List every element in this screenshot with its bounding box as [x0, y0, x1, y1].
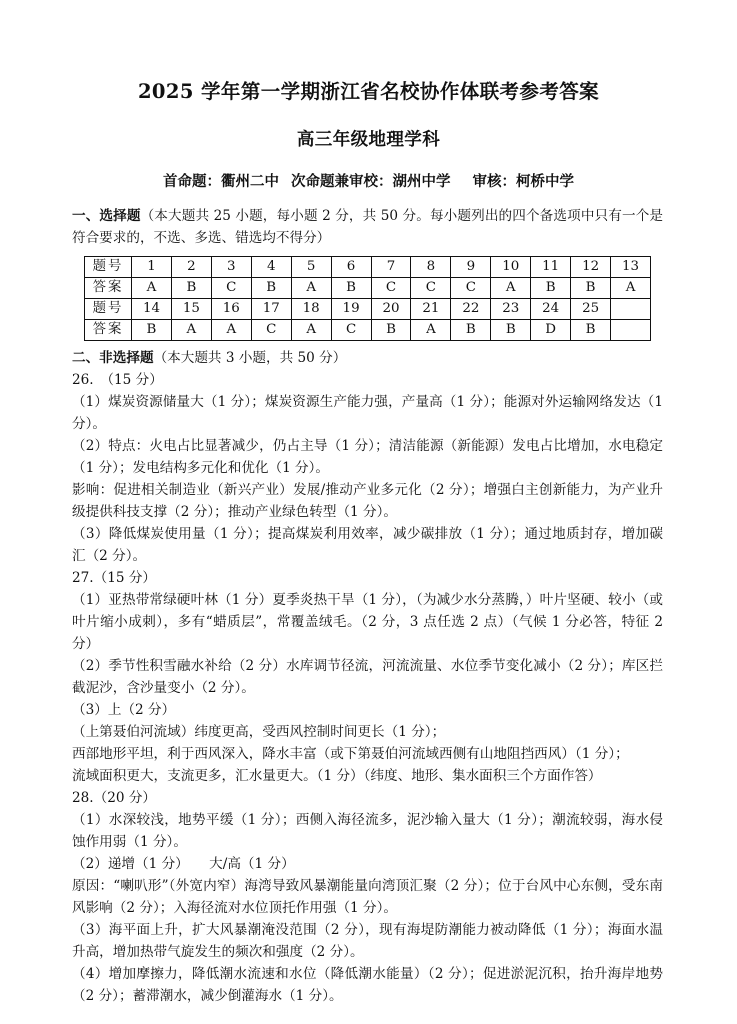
cell-a-23: B: [491, 319, 531, 340]
question-27-line-5: 西部地形平坦，利于西风深入，降水丰富（或下第聂伯河流域西侧有山地阻挡西风）（1 分）；: [72, 746, 629, 763]
cell-a-10: A: [491, 277, 531, 298]
question-28-line-4: （3）海平面上升，扩大风暴潮淹没范围（2 分），现有海堤防潮能力被动降低（1 分）；海面水温升高，增加热带气旋发生的频次和强度（2 分）。: [72, 922, 663, 961]
question-28-line-5: （4）增加摩擦力，降低潮水流速和水位（降低潮水能量）（2 分）；促进淤泥沉积，抬升海岸地势（2 分）；蓄滞潮水，减少倒灌海水（1 分）。: [72, 966, 663, 1005]
cell-q-21: 21: [411, 298, 451, 319]
question-27-line-2: （2）季节性积雪融水补给（2 分）水库调节径流，河流流量、水位季节变化减小（2 分）；库区拦截泥沙，含沙量变小（2 分）。: [72, 658, 663, 697]
cell-q-25: 25: [571, 298, 611, 319]
question-26-number: 26. （15 分）: [72, 371, 163, 388]
cell-a-3: C: [211, 277, 251, 298]
section-one: [40, 205, 697, 249]
row-header-question-2: 题号: [85, 298, 132, 319]
section-two-heading: 二、非选择题: [72, 349, 154, 366]
cell-a-18: A: [291, 319, 331, 340]
cell-a-25: B: [571, 319, 611, 340]
section-one-heading-line: [40, 205, 697, 249]
cell-q-1: 1: [132, 256, 172, 277]
table-row: [85, 298, 651, 319]
cell-a-17: C: [251, 319, 291, 340]
cell-q-3: 3: [211, 256, 251, 277]
section-two-instructions: （本大题共 3 小题，共 50 分）: [153, 349, 347, 366]
cell-q-20: 20: [371, 298, 411, 319]
cell-q-2: 2: [171, 256, 211, 277]
table-row: [85, 256, 651, 277]
row-header-answer-2: 答案: [85, 319, 132, 340]
cell-q-4: 4: [251, 256, 291, 277]
cell-q-13: 13: [611, 256, 651, 277]
page-title: 2025 学年第一学期浙江省名校协作体联考参考答案: [137, 80, 600, 103]
table-row: [85, 277, 651, 298]
cell-q-7: 7: [371, 256, 411, 277]
row-header-answer-1: 答案: [85, 277, 132, 298]
cell-a-22: B: [451, 319, 491, 340]
answer-table: [84, 256, 651, 341]
answer-table-body: [85, 256, 651, 340]
section-one-heading: 一、选择题: [72, 207, 141, 224]
cell-a-14: B: [132, 319, 172, 340]
byline-checker-value: 柯桥中学: [516, 173, 574, 191]
cell-q-14: 14: [132, 298, 172, 319]
byline-reviewer-value: 湖州中学: [392, 173, 451, 191]
cell-q-6: 6: [331, 256, 371, 277]
table-row: [85, 319, 651, 340]
question-27-line-4: （上第聂伯河流域）纬度更高，受西风控制时间更长（1 分）；: [72, 724, 446, 741]
question-27-line-3: （3）上（2 分）: [72, 702, 176, 719]
subject-title: 高三年级地理学科: [296, 130, 441, 151]
cell-q-16: 16: [211, 298, 251, 319]
question-28-line-3: 原因：“喇叭形”（外宽内窄）海湾导致风暴潮能量向湾顶汇聚（2 分）；位于台风中心东侧，受东南风影响（2 分）；入海径流对水位顶托作用强（1 分）。: [72, 878, 663, 917]
cell-a-24: D: [531, 319, 571, 340]
cell-q-8: 8: [411, 256, 451, 277]
question-27-block: [40, 567, 697, 787]
cell-a-2: B: [171, 277, 211, 298]
question-28-number: 28.（20 分）: [72, 790, 157, 807]
cell-a-12: B: [571, 277, 611, 298]
section-one-instructions: （本大题共 25 小题，每小题 2 分，共 50 分。每小题列出的四个备选项中只有一个是符合要求的，不选、多选、错选均不得分）: [72, 207, 664, 246]
cell-a-empty-1: [611, 319, 651, 340]
cell-q-11: 11: [531, 256, 571, 277]
question-27-line-1: （1）亚热带常绿硬叶林（1 分）夏季炎热干旱（1 分），（为减少水分蒸腾，）叶片坚硬、较小（或叶片缩小成刺），多有“蜡质层”，常覆盖绒毛。（2 分，3 点任选 2 点）（气候 1 分必答，特征 2 分）: [72, 591, 663, 653]
cell-q-10: 10: [491, 256, 531, 277]
question-26-line-1: （1）煤炭资源储量大（1 分）；煤炭资源生产能力强，产量高（1 分）；能源对外运输网络发达（1 分）。: [72, 393, 663, 432]
cell-a-11: B: [531, 277, 571, 298]
question-28-block: [40, 787, 697, 1007]
cell-q-17: 17: [251, 298, 291, 319]
cell-a-20: B: [371, 319, 411, 340]
question-27-number: 27.（15 分）: [72, 569, 157, 586]
cell-a-5: A: [291, 277, 331, 298]
cell-q-22: 22: [451, 298, 491, 319]
cell-a-9: C: [451, 277, 491, 298]
cell-q-9: 9: [451, 256, 491, 277]
byline: [40, 151, 697, 190]
byline-checker-label: 审核：: [472, 173, 516, 191]
question-26-line-3: 影响：促进相关制造业（新兴产业）发展/推动产业多元化（2 分）；增强白主创新能力，为产业升级提供科技支撑（2 分）；推动产业绿色转型（1 分）。: [72, 481, 663, 520]
cell-q-18: 18: [291, 298, 331, 319]
question-26-line-2: （2）特点：火电占比显著减少，仍占主导（1 分）；清洁能源（新能源）发电占比增加，水电稳定（1 分）；发电结构多元化和优化（1 分）。: [72, 437, 663, 476]
cell-a-21: A: [411, 319, 451, 340]
cell-a-16: A: [211, 319, 251, 340]
cell-q-12: 12: [571, 256, 611, 277]
cell-a-15: A: [171, 319, 211, 340]
question-26-line-4: （3）降低煤炭使用量（1 分）；提高煤炭利用效率，减少碳排放（1 分）；通过地质封存，增加碳汇（2 分）。: [72, 525, 663, 564]
cell-q-empty-1: [611, 298, 651, 319]
question-28-line-2: （2）递增（1 分） 大/高（1 分）: [72, 856, 295, 873]
cell-a-4: B: [251, 277, 291, 298]
byline-reviewer-label: 次命题兼审校：: [291, 173, 393, 191]
cell-q-5: 5: [291, 256, 331, 277]
cell-a-1: A: [132, 277, 172, 298]
cell-a-8: C: [411, 277, 451, 298]
section-two-heading-line: [40, 347, 697, 369]
cell-q-15: 15: [171, 298, 211, 319]
row-header-question-1: 题号: [85, 256, 132, 277]
cell-q-19: 19: [331, 298, 371, 319]
answer-table-container: [40, 256, 697, 341]
cell-q-23: 23: [491, 298, 531, 319]
cell-q-24: 24: [531, 298, 571, 319]
question-26-block: [40, 369, 697, 567]
question-27-line-6: 流域面积更大，支流更多，汇水量更大。（1 分）（纬度、地形、集水面积三个方面作答）: [72, 768, 602, 785]
byline-author-value: 衢州二中: [221, 173, 279, 191]
cell-a-13: A: [611, 277, 651, 298]
section-two: [40, 347, 697, 369]
cell-a-7: C: [371, 277, 411, 298]
cell-a-6: B: [331, 277, 371, 298]
byline-author-label: 首命题：: [163, 173, 221, 191]
question-28-line-1: （1）水深较浅，地势平缓（1 分）；西侧入海径流多，泥沙输入量大（1 分）；潮流较弱，海水侵蚀作用弱（1 分）。: [72, 812, 663, 851]
cell-a-19: C: [331, 319, 371, 340]
